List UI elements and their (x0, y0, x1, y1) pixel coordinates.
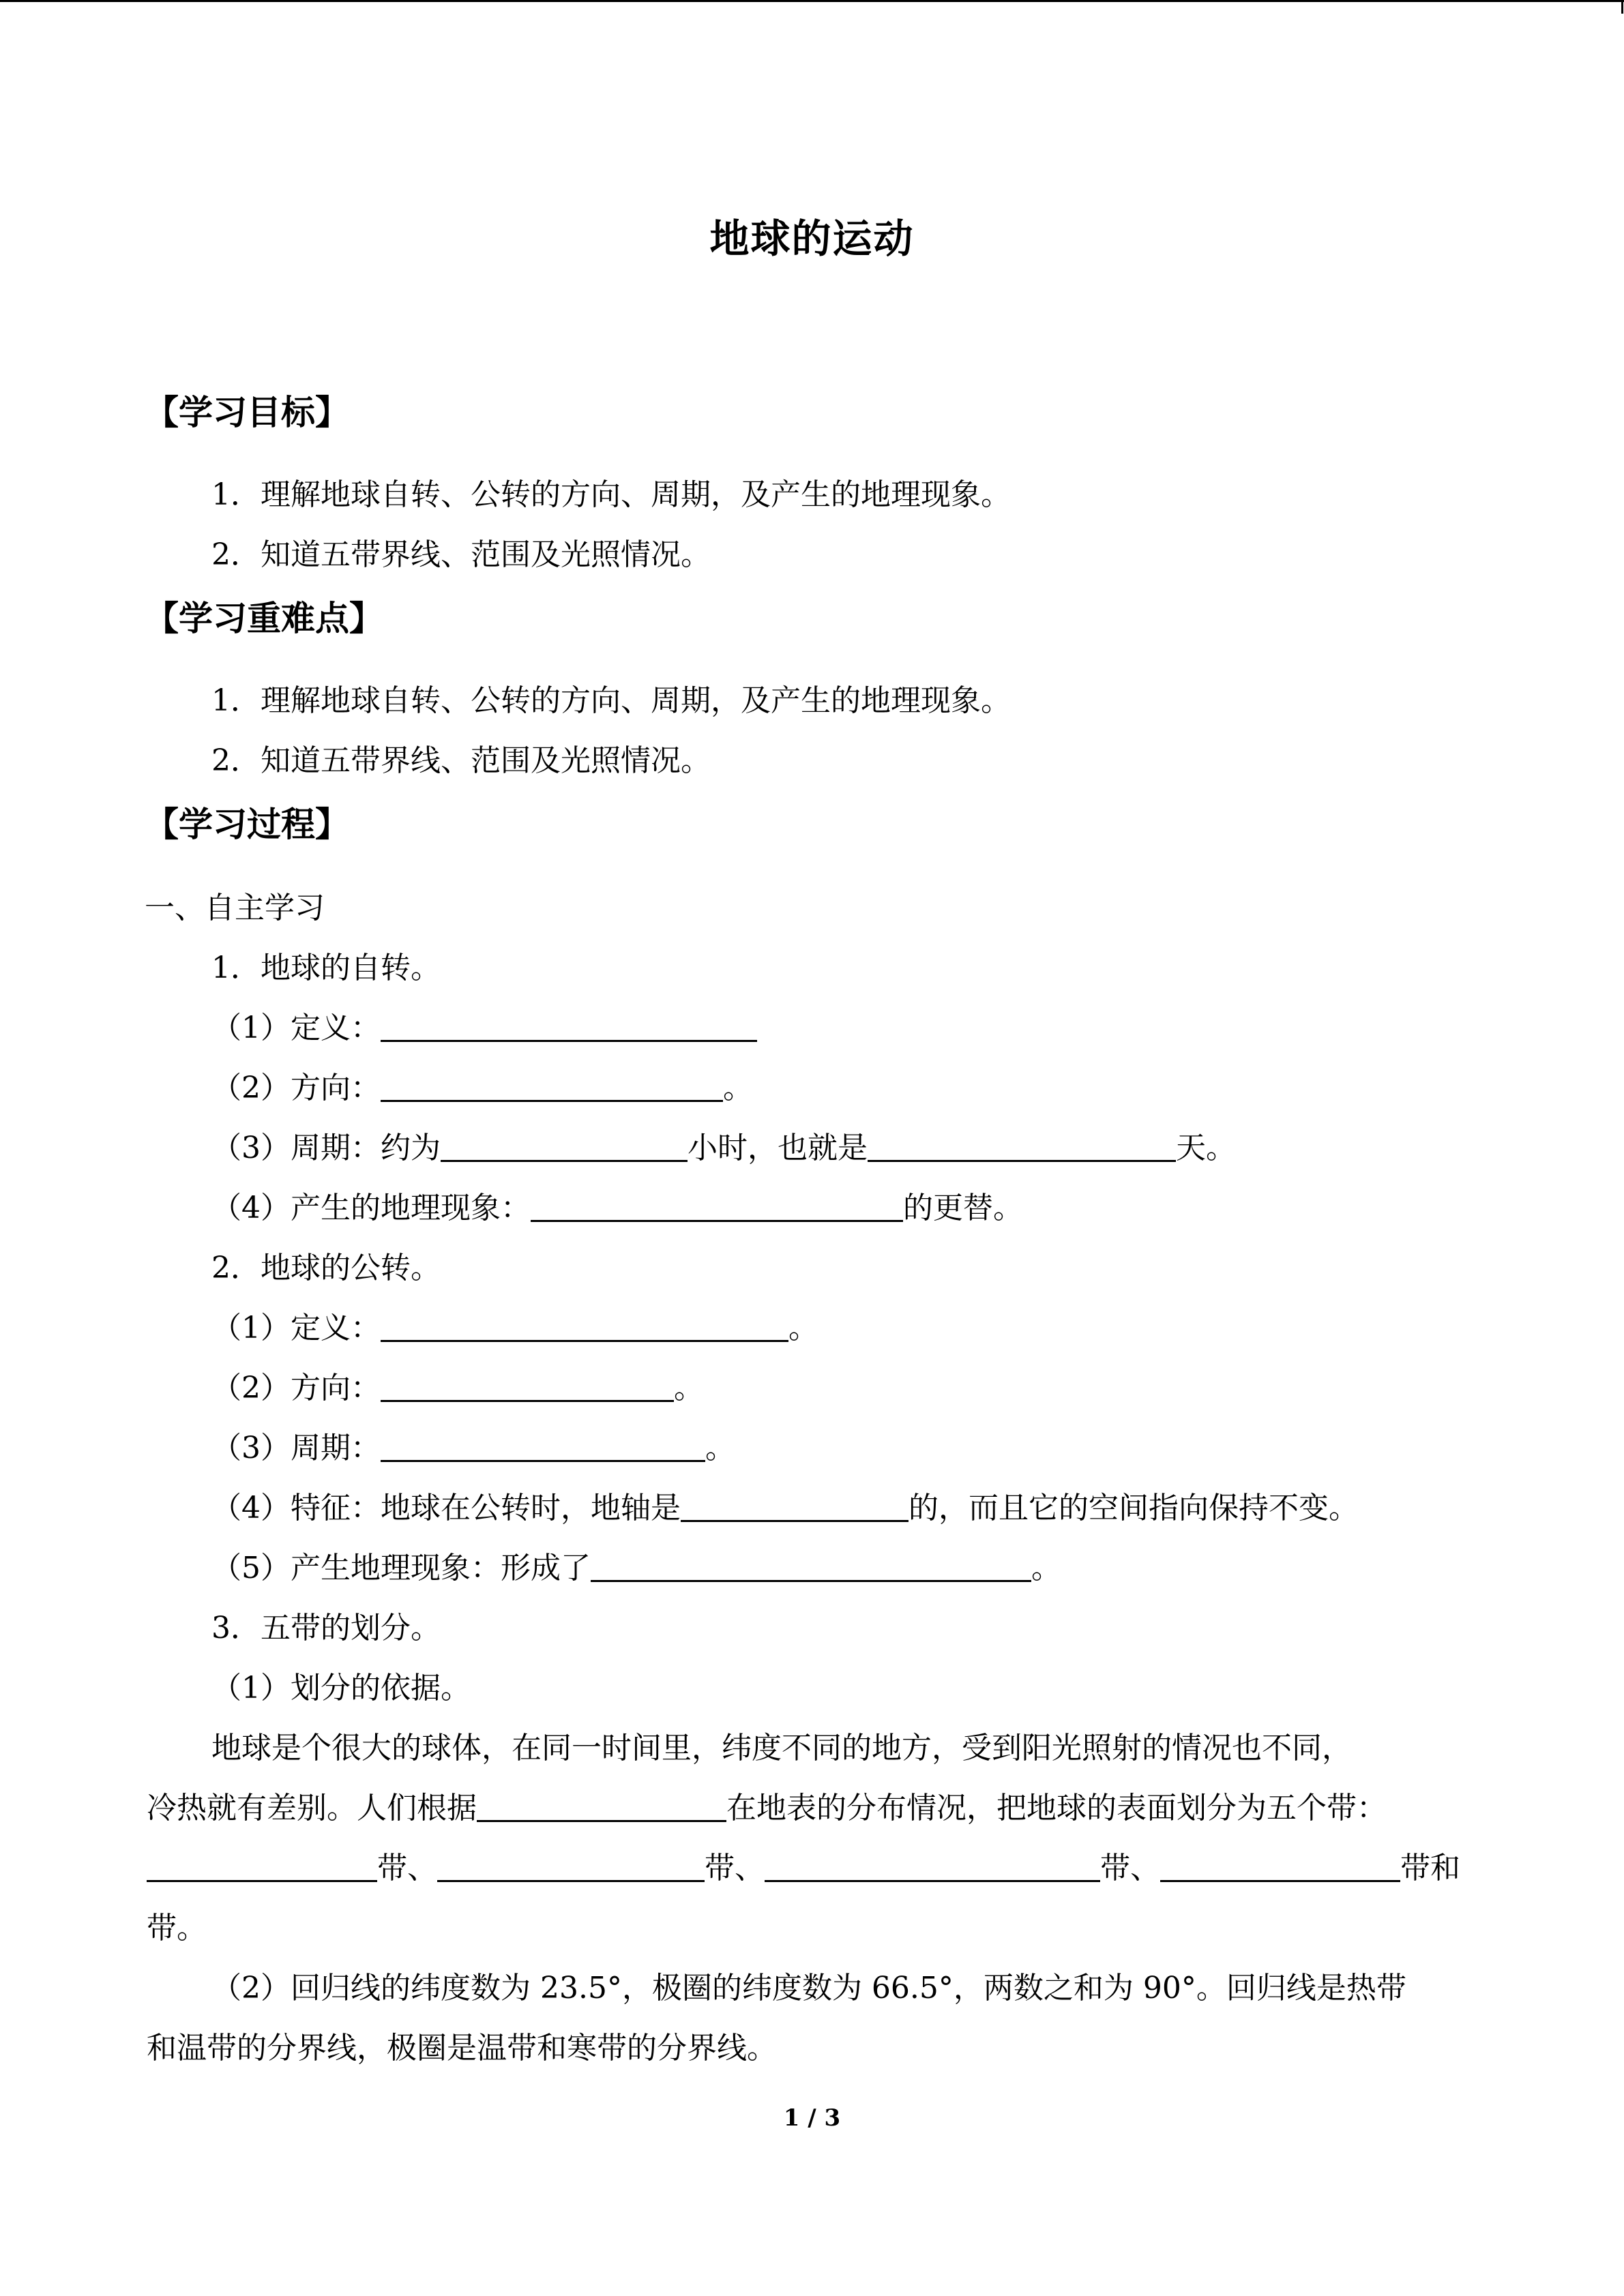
revolution-phenomenon-blank[interactable] (591, 1550, 1031, 1582)
revolution-feature-label: （4）特征：地球在公转时，地轴是 (211, 1491, 681, 1525)
revolution-title: 2．地球的公转。 (211, 1251, 441, 1285)
key-point-item-2: 2．知道五带界线、范围及光照情况。 (211, 743, 711, 778)
rotation-period-end: 天。 (1176, 1131, 1236, 1165)
rotation-direction-label: （2）方向： (211, 1071, 381, 1105)
zones-paragraph-2-line-2: 和温带的分界线，极圈是温带和寒带的分界线。 (147, 2031, 777, 2066)
goal-item-1: 1．理解地球自转、公转的方向、周期，及产生的地理现象。 (211, 477, 1011, 512)
zones-paragraph-1-line-2 (147, 1788, 1387, 1829)
zones-basis-blank[interactable] (477, 1790, 726, 1822)
revolution-direction-blank[interactable] (381, 1370, 674, 1402)
rotation-period-mid: 小时，也就是 (688, 1131, 868, 1165)
zones-belts-end: 带。 (147, 1911, 207, 1945)
revolution-feature (211, 1488, 1359, 1529)
right-border (1621, 0, 1623, 14)
revolution-phenomenon-label: （5）产生地理现象：形成了 (211, 1551, 591, 1585)
zones-basis: （1）划分的依据。 (211, 1671, 471, 1705)
zone-belt-sep-4: 带和 (1400, 1851, 1460, 1885)
zones-basis-text-a: 冷热就有差别。人们根据 (147, 1791, 477, 1825)
revolution-definition (211, 1308, 818, 1349)
rotation-phenomenon-label: （4）产生的地理现象： (211, 1191, 531, 1225)
zones-paragraph-1-line-1: 地球是个很大的球体，在同一时间里，纬度不同的地方，受到阳光照射的情况也不同， (211, 1731, 1352, 1765)
zones-belts-line (147, 1848, 1460, 1889)
goal-item-2: 2．知道五带界线、范围及光照情况。 (211, 537, 711, 572)
revolution-definition-blank[interactable] (381, 1310, 788, 1342)
zone-belt-blank-4[interactable] (1160, 1850, 1400, 1882)
revolution-phenomenon (211, 1548, 1061, 1589)
revolution-feature-end: 的，而且它的空间指向保持不变。 (909, 1491, 1359, 1525)
rotation-definition (211, 1008, 757, 1049)
rotation-phenomenon-end: 的更替。 (903, 1191, 1023, 1225)
zones-basis-text-b: 在地表的分布情况，把地球的表面划分为五个带： (726, 1791, 1387, 1825)
rotation-phenomenon-blank[interactable] (531, 1190, 903, 1222)
revolution-period (211, 1428, 735, 1469)
revolution-feature-blank[interactable] (681, 1490, 909, 1522)
top-border (0, 0, 1624, 2)
rotation-period-hours-blank[interactable] (441, 1130, 688, 1162)
zone-belt-sep-1: 带、 (377, 1851, 437, 1885)
heading-key-points: 【学习重难点】 (145, 599, 383, 638)
document-title: 地球的运动 (709, 215, 915, 262)
zone-belt-sep-2: 带、 (705, 1851, 765, 1885)
heading-learning-goals: 【学习目标】 (145, 393, 349, 432)
revolution-definition-label: （1）定义： (211, 1311, 381, 1345)
zone-belt-blank-2[interactable] (437, 1850, 705, 1882)
zones-title: 3．五带的划分。 (211, 1611, 441, 1645)
zones-paragraph-2-line-1: （2）回归线的纬度数为 23.5°，极圈的纬度数为 66.5°，两数之和为 90°。回归线是热带 (211, 1971, 1406, 2006)
rotation-definition-blank[interactable] (381, 1010, 757, 1042)
rotation-title: 1．地球的自转。 (211, 951, 441, 985)
zone-belt-sep-3: 带、 (1100, 1851, 1160, 1885)
rotation-period (211, 1128, 1236, 1169)
rotation-direction-end: 。 (723, 1071, 753, 1105)
revolution-phenomenon-end: 。 (1031, 1551, 1061, 1585)
rotation-definition-label: （1）定义： (211, 1011, 381, 1045)
revolution-direction-label: （2）方向： (211, 1371, 381, 1405)
part-self-study: 一、自主学习 (145, 891, 325, 925)
key-point-item-1: 1．理解地球自转、公转的方向、周期，及产生的地理现象。 (211, 683, 1011, 718)
rotation-direction (211, 1068, 753, 1109)
heading-learning-process: 【学习过程】 (145, 805, 349, 844)
revolution-direction-end: 。 (674, 1371, 704, 1405)
zone-belt-blank-3[interactable] (765, 1850, 1100, 1882)
revolution-definition-end: 。 (788, 1311, 818, 1345)
revolution-period-blank[interactable] (381, 1430, 705, 1462)
zone-belt-blank-1[interactable] (147, 1850, 377, 1882)
revolution-direction (211, 1368, 704, 1409)
revolution-period-end: 。 (705, 1431, 735, 1465)
page-number: 1 / 3 (783, 2104, 841, 2132)
rotation-phenomenon (211, 1188, 1023, 1229)
rotation-direction-blank[interactable] (381, 1070, 723, 1102)
rotation-period-days-blank[interactable] (868, 1130, 1176, 1162)
rotation-period-label: （3）周期：约为 (211, 1131, 441, 1165)
revolution-period-label: （3）周期： (211, 1431, 381, 1465)
